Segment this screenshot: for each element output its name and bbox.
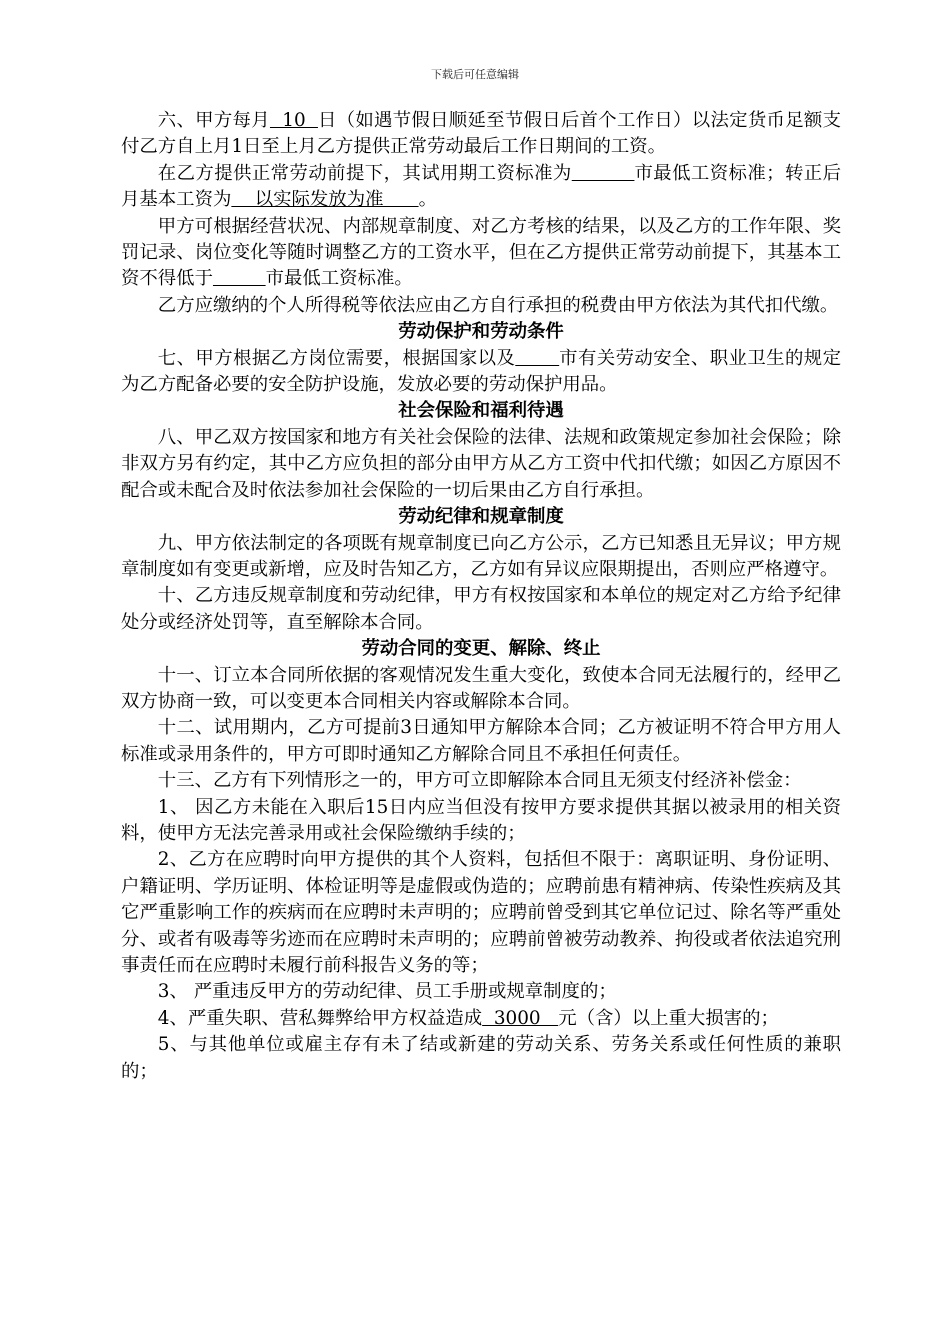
paragraph — [121, 293, 841, 319]
text-run: 1、 因乙方未能在入职后15日内应当但没有按甲方要求提供其据以被录用的相关资料，使甲方无法完善录用或社会保险缴纳手续的； — [121, 796, 841, 844]
text-run: 劳动纪律和规章制度 — [398, 506, 564, 528]
paragraph — [121, 795, 841, 848]
paragraph — [121, 531, 841, 584]
paragraph — [121, 847, 841, 979]
paragraph — [121, 346, 841, 399]
text-run: 十一、订立本合同所依据的客观情况发生重大变化，致使本合同无法履行的，经甲乙双方协商一致，可以变更本合同相关内容或解除本合同。 — [121, 664, 841, 712]
paragraph — [121, 425, 841, 504]
paragraph — [121, 1032, 841, 1085]
document-body — [121, 108, 841, 1085]
paragraph — [121, 715, 841, 768]
paragraph — [121, 663, 841, 716]
section-heading — [121, 319, 841, 345]
text-run: 2、乙方在应聘时向甲方提供的其个人资料，包括但不限于：离职证明、身份证明、户籍证明、学历证明、体检证明等是虚假或伪造的；应聘前患有精神病、传染性疾病及其它严重影响工作的疾病而在应聘时未声明的；应聘前曾受到其它单位记过、除名等严重处分、或者有吸毒等劣迹而在应聘时未声明的；应聘前曾被劳动教养、拘役或者依法追究刑事责任而在应聘时未履行前科报告义务的等； — [121, 849, 841, 976]
underlined-blank: 3000 — [482, 1007, 559, 1029]
text-run: 七、甲方根据乙方岗位需要，根据国家以及 — [157, 347, 516, 369]
text-run: 5、与其他单位或雇主存有未了结或新建的劳动关系、劳务关系或任何性质的兼职的； — [121, 1034, 841, 1082]
text-run: 3、 严重违反甲方的劳动纪律、员工手册或规章制度的； — [157, 981, 617, 1003]
underlined-blank — [515, 348, 559, 369]
text-run: 4、严重失职、营私舞弊给甲方权益造成 — [157, 1007, 483, 1029]
paragraph — [121, 979, 841, 1005]
text-run: 乙方应缴纳的个人所得税等依法应由乙方自行承担的税费由甲方依法为其代扣代缴。 — [157, 294, 839, 316]
section-heading — [121, 636, 841, 662]
text-run: 日（如遇节假日顺延至节假日后首个工作日）以法定货币足额支付乙方自上月1日至上月乙方提供正常劳动最后工作日期间的工资。 — [121, 110, 841, 158]
text-run: 六、甲方每月 — [157, 110, 270, 131]
paragraph — [121, 768, 841, 794]
underlined-blank — [572, 163, 635, 184]
text-run: 十、乙方违反规章制度和劳动纪律，甲方有权按国家和本单位的规定对乙方给予纪律处分或经济处罚等，直至解除本合同。 — [121, 585, 841, 633]
text-run: 元（含）以上重大损害的； — [558, 1007, 779, 1029]
text-run: 八、甲乙双方按国家和地方有关社会保险的法律、法规和政策规定参加社会保险；除非双方另有约定，其中乙方应负担的部分由甲方从乙方工资中代扣代缴；如因乙方原因不配合或未配合及时依法参加社会保险的一切后果由乙方自行承担。 — [121, 426, 841, 501]
text-run: 劳动保护和劳动条件 — [398, 321, 564, 343]
underlined-blank: 以实际发放为准 — [231, 189, 419, 211]
underlined-blank — [213, 268, 266, 289]
text-run: 十二、试用期内，乙方可提前3日通知甲方解除本合同；乙方被证明不符合甲方用人标准或录用条件的，甲方可即时通知乙方解除合同且不承担任何责任。 — [121, 717, 841, 765]
paragraph — [121, 214, 841, 293]
page-header: 下载后可任意编辑 — [431, 68, 519, 81]
text-run: 劳动合同的变更、解除、终止 — [361, 638, 601, 660]
paragraph — [121, 161, 841, 214]
text-run: 甲方可根据经营状况、内部规章制度、对乙方考核的结果，以及乙方的工作年限、奖罚记录、岗位变化等随时调整乙方的工资水平，但在乙方提供正常劳动前提下，其基本工资不得低于 — [121, 215, 841, 290]
section-heading — [121, 398, 841, 424]
paragraph — [121, 583, 841, 636]
section-heading — [121, 504, 841, 530]
paragraph — [121, 108, 841, 161]
text-run: 市最低工资标准；转正后月基本工资为 — [121, 162, 841, 211]
text-run: 九、甲方依法制定的各项既有规章制度已向乙方公示，乙方已知悉且无异议；甲方规章制度如有变更或新增，应及时告知乙方，乙方如有异议应限期提出，否则应严格遵守。 — [121, 532, 841, 580]
text-run: 十三、乙方有下列情形之一的，甲方可立即解除本合同且无须支付经济补偿金： — [157, 770, 802, 792]
text-run: 在乙方提供正常劳动前提下，其试用期工资标准为 — [157, 162, 572, 184]
text-run: 。 — [418, 189, 437, 211]
paragraph — [121, 1006, 841, 1032]
underlined-blank: 10 — [269, 110, 318, 131]
text-run: 市有关劳动安全、职业卫生的规定为乙方配备必要的安全防护设施，发放必要的劳动保护用品。 — [121, 347, 841, 396]
text-run: 市最低工资标准。 — [265, 268, 413, 290]
text-run: 社会保险和福利待遇 — [398, 400, 564, 422]
